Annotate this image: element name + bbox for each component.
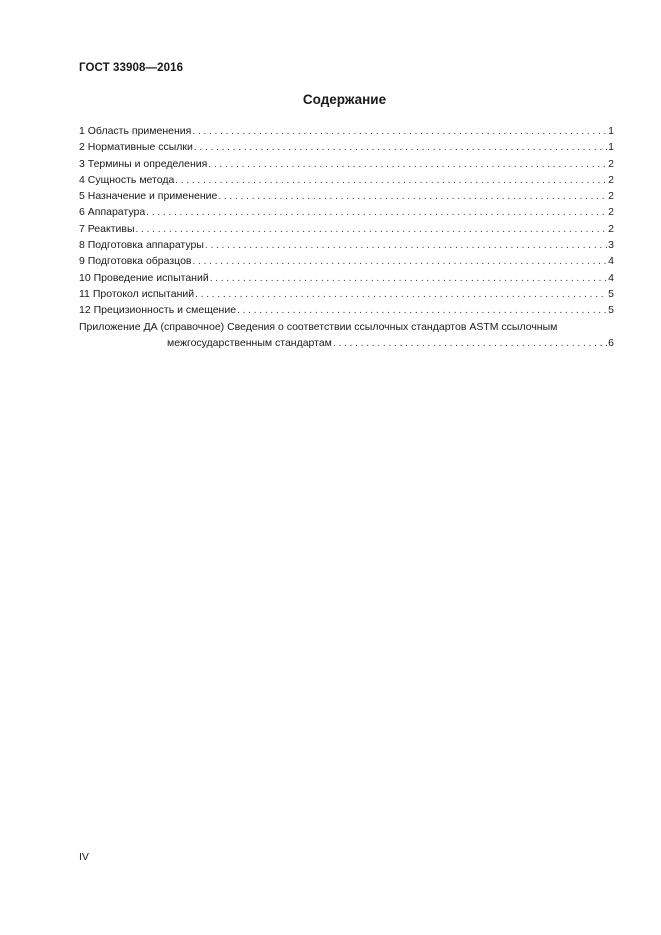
toc-appendix-label-continued: межгосударственным стандартам — [167, 336, 332, 349]
toc-item-label: 5 Назначение и применение — [79, 190, 218, 203]
toc-item[interactable] — [79, 139, 614, 155]
toc-item-label: 12 Прецизионность и смещение — [79, 304, 237, 317]
toc-title: Содержание — [302, 92, 387, 107]
toc-item-page: 1 — [608, 141, 614, 154]
toc-item-page: 1 — [608, 125, 614, 137]
toc-item-page: 3 — [608, 239, 614, 252]
toc-item-page: 2 — [608, 173, 614, 186]
toc-item-page: 2 — [608, 222, 614, 235]
toc-item-label: 6 Аппаратура — [79, 206, 146, 219]
toc-leader-dots — [192, 254, 607, 270]
toc-leader-dots — [205, 238, 607, 254]
toc-item-label: 8 Подготовка аппаратуры — [79, 239, 204, 252]
toc-item-label: 10 Проведение испытаний — [79, 271, 209, 284]
toc-leader-dots — [237, 303, 607, 319]
toc-item-page: 2 — [608, 206, 614, 219]
toc-leader-dots — [192, 124, 607, 140]
toc-item-page: 4 — [608, 255, 614, 268]
toc-item[interactable] — [79, 156, 614, 172]
toc-leader-dots — [194, 140, 607, 156]
toc-leader-dots — [175, 173, 607, 189]
toc-appendix-label: Приложение ДА (справочное) Сведения о соответствии ссылочных стандартов ASTM ссылочным — [79, 320, 558, 333]
toc-item[interactable] — [79, 204, 614, 220]
toc-item-page: 5 — [608, 287, 614, 300]
toc-leader-dots — [218, 189, 607, 205]
toc-item-label: 4 Сущность метода — [79, 173, 175, 186]
toc-appendix-item[interactable] — [79, 319, 614, 351]
toc-leader-dots — [333, 336, 607, 352]
table-of-contents — [79, 123, 614, 351]
toc-item-label: 1 Область применения — [79, 125, 192, 137]
document-code: ГОСТ 33908—2016 — [79, 62, 184, 74]
toc-leader-dots — [195, 287, 607, 303]
toc-item[interactable] — [79, 286, 614, 302]
toc-item[interactable] — [79, 253, 614, 269]
toc-leader-dots — [136, 222, 608, 238]
toc-appendix-page: 6 — [608, 336, 614, 349]
toc-item-page: 4 — [608, 271, 614, 284]
toc-item-label: 9 Подготовка образцов — [79, 255, 192, 268]
toc-appendix-continuation — [79, 335, 614, 351]
toc-item-page: 2 — [608, 157, 614, 170]
toc-item[interactable] — [79, 188, 614, 204]
toc-item[interactable] — [79, 302, 614, 318]
page-number: IV — [79, 851, 89, 863]
toc-item-label: 11 Протокол испытаний — [79, 287, 195, 300]
toc-leader-dots — [208, 157, 607, 173]
toc-item-page: 2 — [608, 190, 614, 203]
toc-leader-dots — [210, 271, 607, 287]
toc-item[interactable] — [79, 123, 614, 139]
toc-item[interactable] — [79, 270, 614, 286]
toc-item-label: 3 Термины и определения — [79, 157, 208, 170]
toc-leader-dots — [146, 205, 607, 221]
toc-item-label: 7 Реактивы — [79, 222, 135, 235]
toc-item[interactable] — [79, 237, 614, 253]
toc-item[interactable] — [79, 221, 614, 237]
toc-item[interactable] — [79, 172, 614, 188]
toc-item-page: 5 — [608, 304, 614, 317]
toc-item-label: 2 Нормативные ссылки — [79, 141, 193, 154]
